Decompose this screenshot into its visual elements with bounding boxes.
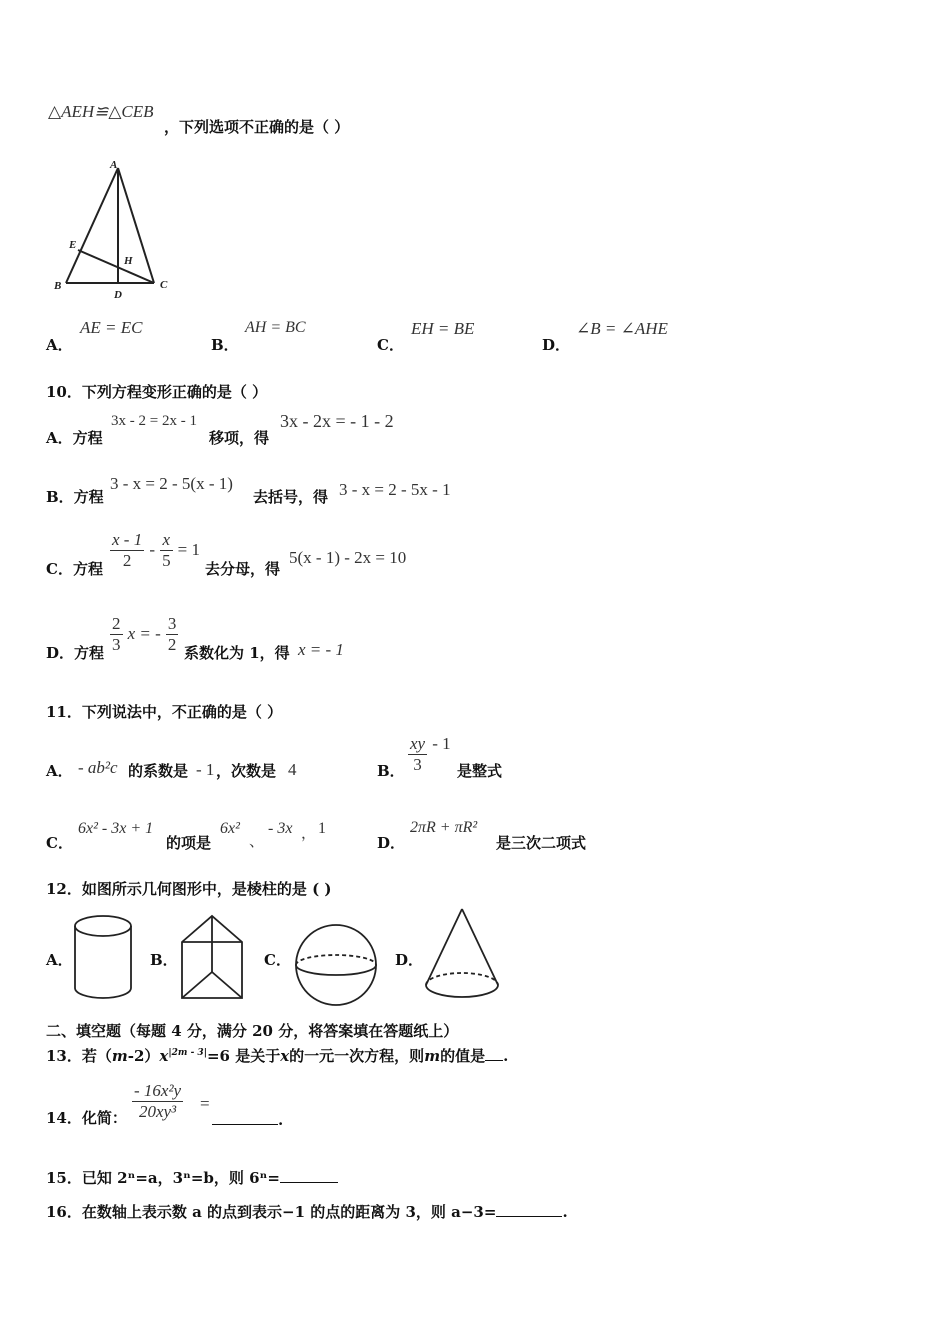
- q10-c-label: C．方程: [46, 560, 103, 578]
- q10-b-mid: 去括号，得: [253, 488, 329, 506]
- q11-b-fraction: $\frac{xy}{3}$: [410, 734, 426, 774]
- q11-c-text: 的项是: [166, 834, 212, 852]
- label-b: B: [54, 280, 62, 292]
- q10-d-eq2: x = - 1: [298, 640, 344, 659]
- q11-a-text2: ，次数是: [216, 762, 277, 780]
- q12-option-d: D．: [395, 951, 424, 969]
- q14-equals: =: [200, 1094, 210, 1113]
- label-h: H: [124, 255, 133, 267]
- q11-c-letter: C．: [46, 834, 73, 852]
- q14-answer-blank[interactable]: [212, 1124, 278, 1125]
- q11-c-term3: 1: [318, 820, 326, 837]
- q9-option-c-letter: C．: [377, 336, 404, 354]
- q9-option-d-letter: D．: [542, 336, 571, 354]
- q10-d-mid: 系数化为 1，得: [184, 644, 290, 662]
- section2-heading: 二、填空题（每题 4 分，满分 20 分，将答案填在答题纸上）: [46, 1022, 459, 1040]
- triangle-figure: [52, 158, 182, 303]
- q14-answer: .: [212, 1110, 283, 1129]
- q11-c-sep1: 、: [249, 834, 265, 850]
- q11-a-letter: A．: [46, 762, 73, 780]
- q10-d-fraction-2: $\frac{3}{2}$: [167, 614, 177, 654]
- q11-a-text1: 的系数是: [128, 762, 189, 780]
- q11-a-value2: 4: [288, 760, 297, 779]
- cone-figure: [420, 905, 504, 1005]
- sphere-figure: [290, 922, 382, 1008]
- q11-c-sep2: ，: [301, 826, 317, 842]
- q9-option-b-math: AH = BC: [245, 319, 306, 336]
- q11-c-math: 6x² - 3x + 1: [78, 820, 154, 837]
- q11-d-math: 2πR + πR²: [410, 819, 478, 836]
- label-e: E: [69, 239, 77, 251]
- label-d: D: [114, 289, 122, 301]
- q15-line: 15．已知 2ⁿ=a，3ⁿ=b，则 6ⁿ=: [46, 1167, 338, 1188]
- q10-b-eq1: 3 - x = 2 - 5(x - 1): [110, 474, 233, 493]
- q14-fraction: $\frac{\text{- 16x²y}}{\text{20xy³}}$: [134, 1081, 182, 1121]
- q9-option-b-letter: B．: [211, 336, 239, 354]
- q11-stem: 11．下列说法中，不正确的是（ ）: [46, 703, 283, 721]
- triangular-prism-figure: [176, 912, 248, 1004]
- q16-answer-blank[interactable]: [496, 1216, 562, 1217]
- q10-stem: 10．下列方程变形正确的是（ ）: [46, 383, 268, 401]
- q10-c-fraction-2: $\frac{x}{5}$: [162, 530, 171, 570]
- q9-option-a-letter: A．: [46, 336, 73, 354]
- q10-a-eq1: 3x - 2 = 2x - 1: [111, 413, 197, 429]
- q12-option-a: A．: [46, 951, 73, 969]
- q10-c-fraction-1: $\frac{x - 1}{2}$: [112, 530, 143, 570]
- q10-c-eq2: 5(x - 1) - 2x = 10: [289, 548, 407, 567]
- q11-d-letter: D．: [377, 834, 406, 852]
- q12-option-b: B．: [150, 951, 178, 969]
- label-a: A: [110, 159, 118, 171]
- q12-stem: 12．如图所示几何图形中，是棱柱的是 ( ): [46, 880, 332, 898]
- q9-stem-math: △AEH≌△CEB: [48, 102, 154, 121]
- q13-answer-blank[interactable]: [485, 1060, 503, 1061]
- q9-option-c-math: EH = BE: [411, 319, 475, 338]
- q10-d-fraction-1: $\frac{2}{3}$: [112, 614, 121, 654]
- q14-prefix: 14．化简：: [46, 1109, 127, 1127]
- q11-a-math: - ab²c: [78, 758, 118, 777]
- q13-line: 13．若$(m-2)x^{|2m - 3|}=6$ 是关于x的一元一次方程，则m的值是 .: [46, 1047, 509, 1065]
- q11-b-math: $\frac{xy}{3}$ - 1: [410, 734, 451, 774]
- q10-b-eq2: 3 - x = 2 - 5x - 1: [339, 480, 451, 499]
- label-c: C: [160, 279, 168, 291]
- q10-c-mid: 去分母，得: [205, 560, 281, 578]
- q10-d-lhs: $\frac{2}{3}$ x = - $\frac{3}{2}$: [112, 614, 177, 654]
- q11-b-text: 是整式: [457, 762, 503, 780]
- q12-option-c: C．: [264, 951, 291, 969]
- q11-d-text: 是三次二项式: [496, 834, 587, 852]
- q10-a-label: A．方程: [46, 429, 103, 447]
- q9-option-d-math: ∠B = ∠AHE: [576, 319, 668, 338]
- q11-b-letter: B．: [377, 762, 405, 780]
- q11-c-term1: 6x²: [220, 820, 240, 837]
- q11-a-value1: - 1: [196, 760, 215, 779]
- q10-a-eq2: 3x - 2x = - 1 - 2: [280, 411, 394, 431]
- q10-d-label: D．方程: [46, 644, 105, 662]
- q15-answer-blank[interactable]: [280, 1182, 338, 1183]
- cylinder-figure: [72, 912, 134, 1004]
- q10-c-lhs: $\frac{x - 1}{2}$ - $\frac{x}{5}$ = 1: [112, 530, 201, 570]
- q9-stem-text: ，下列选项不正确的是（ ）: [164, 118, 350, 136]
- q11-c-term2: - 3x: [268, 820, 293, 837]
- q10-a-mid: 移项，得: [209, 429, 270, 447]
- q9-option-a-math: AE = EC: [80, 318, 143, 337]
- q10-b-label: B．方程: [46, 488, 104, 506]
- q16-line: 16．在数轴上表示数 a 的点到表示−1 的点的距离为 3，则 a−3= .: [46, 1203, 568, 1221]
